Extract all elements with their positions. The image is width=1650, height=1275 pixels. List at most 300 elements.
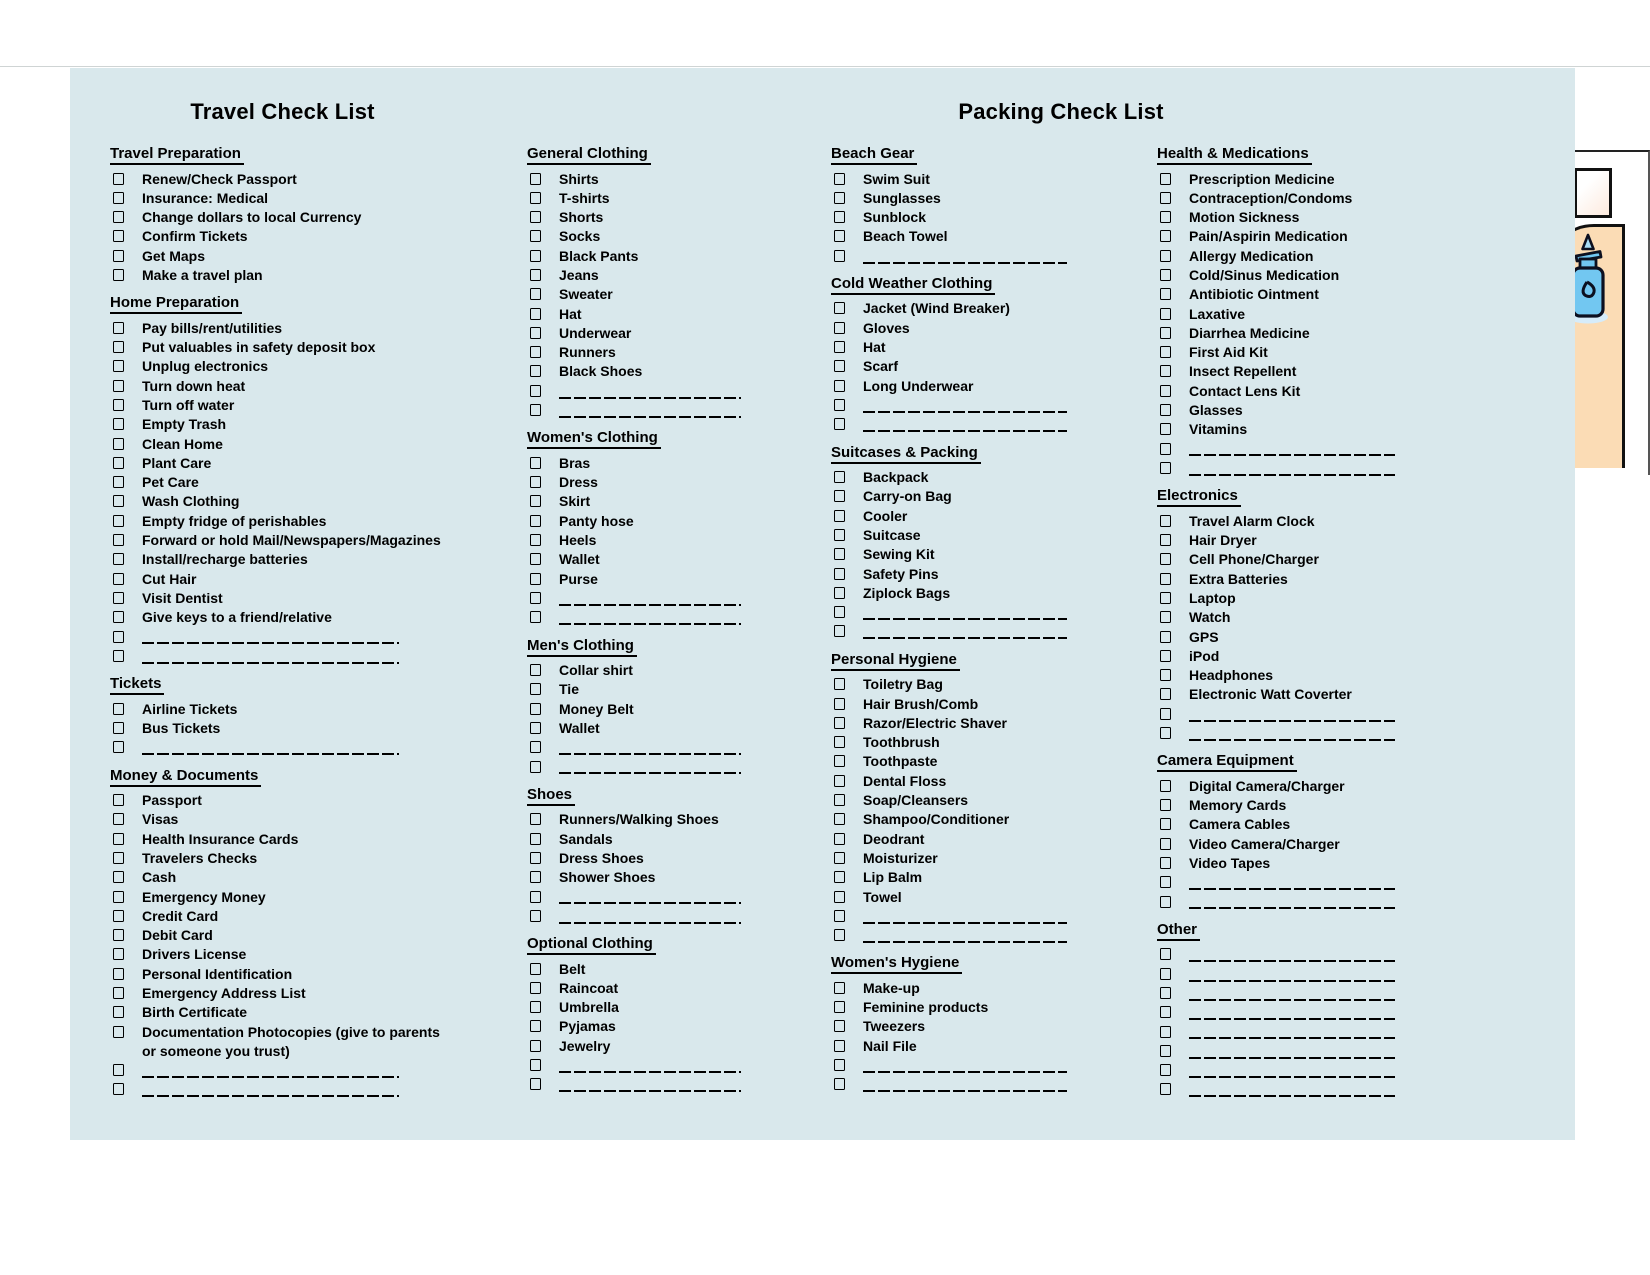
section-heading: Suitcases & Packing xyxy=(831,444,981,464)
item-label: Prescription Medicine xyxy=(1189,170,1335,187)
checkbox-icon[interactable] xyxy=(530,211,541,223)
item-label: Headphones xyxy=(1189,667,1274,684)
checkbox-icon[interactable] xyxy=(834,982,845,994)
checkbox-icon[interactable] xyxy=(834,211,845,223)
checkbox-icon[interactable] xyxy=(1160,250,1171,262)
checkbox-icon[interactable] xyxy=(113,322,124,334)
checklist-item xyxy=(831,603,1079,622)
checkbox-icon[interactable] xyxy=(113,813,124,825)
checklist-item xyxy=(110,415,470,434)
checkbox-icon[interactable] xyxy=(113,1006,124,1018)
checkbox-icon[interactable] xyxy=(834,322,845,334)
item-label: Video Camera/Charger xyxy=(1189,835,1340,852)
checkbox-icon[interactable] xyxy=(1160,669,1171,681)
checklist-item xyxy=(110,531,470,550)
checkbox-icon[interactable] xyxy=(1160,1006,1171,1018)
checklist-item xyxy=(1157,1023,1405,1042)
item-label: Travelers Checks xyxy=(142,849,258,866)
checkbox-icon[interactable] xyxy=(530,308,541,320)
item-label: Airline Tickets xyxy=(142,700,238,717)
checklist-item xyxy=(1157,343,1405,362)
checklist-item xyxy=(527,266,762,285)
item-label: Renew/Check Passport xyxy=(142,170,297,187)
checklist-item xyxy=(527,589,762,608)
checklist-item xyxy=(831,377,1079,396)
checkbox-icon[interactable] xyxy=(530,327,541,339)
checkbox-icon[interactable] xyxy=(530,611,541,623)
checkbox-icon[interactable] xyxy=(113,573,124,585)
checkbox-icon[interactable] xyxy=(834,587,845,599)
checkbox-icon[interactable] xyxy=(113,1083,124,1095)
blank-line xyxy=(863,604,1067,620)
checkbox-icon[interactable] xyxy=(1160,799,1171,811)
checkbox-icon[interactable] xyxy=(1160,192,1171,204)
blank-line xyxy=(1189,946,1395,962)
checklist-item xyxy=(1157,420,1405,439)
checkbox-icon[interactable] xyxy=(1160,708,1171,720)
checkbox-icon[interactable] xyxy=(1160,211,1171,223)
checkbox-icon[interactable] xyxy=(530,963,541,975)
checkbox-icon[interactable] xyxy=(113,611,124,623)
checklist-item xyxy=(1157,170,1405,189)
checkbox-icon[interactable] xyxy=(1160,818,1171,830)
checklist-item xyxy=(1157,570,1405,589)
checkbox-icon[interactable] xyxy=(834,717,845,729)
checkbox-icon[interactable] xyxy=(1160,385,1171,397)
blank-line xyxy=(559,590,741,606)
checkbox-icon[interactable] xyxy=(1160,1045,1171,1057)
checkbox-icon[interactable] xyxy=(113,173,124,185)
checkbox-icon[interactable] xyxy=(1160,1026,1171,1038)
checkbox-icon[interactable] xyxy=(113,741,124,753)
checkbox-icon[interactable] xyxy=(113,192,124,204)
checkbox-icon[interactable] xyxy=(530,250,541,262)
item-label: iPod xyxy=(1189,647,1220,664)
checkbox-icon[interactable] xyxy=(113,457,124,469)
checkbox-icon[interactable] xyxy=(1160,288,1171,300)
item-label: Travel Alarm Clock xyxy=(1189,512,1315,529)
checkbox-icon[interactable] xyxy=(834,399,845,411)
item-label: Health Insurance Cards xyxy=(142,830,299,847)
item-label: Visit Dentist xyxy=(142,589,223,606)
checkbox-icon[interactable] xyxy=(1160,876,1171,888)
checkbox-icon[interactable] xyxy=(834,871,845,883)
checklist-column-4 xyxy=(1157,145,1405,1109)
checkbox-icon[interactable] xyxy=(1160,987,1171,999)
checkbox-icon[interactable] xyxy=(113,250,124,262)
checklist-item xyxy=(1157,208,1405,227)
checkbox-icon[interactable] xyxy=(1160,327,1171,339)
item-label: Video Tapes xyxy=(1189,855,1271,871)
item-label: Black Pants xyxy=(559,247,639,264)
checkbox-icon[interactable] xyxy=(530,1059,541,1071)
checkbox-icon[interactable] xyxy=(113,269,124,281)
checkbox-icon[interactable] xyxy=(1160,443,1171,455)
item-label: Antibiotic Ointment xyxy=(1189,286,1319,303)
checkbox-icon[interactable] xyxy=(113,1026,124,1038)
checkbox-icon[interactable] xyxy=(1160,611,1171,623)
checkbox-icon[interactable] xyxy=(113,341,124,353)
checkbox-icon[interactable] xyxy=(530,192,541,204)
checkbox-icon[interactable] xyxy=(834,380,845,392)
checkbox-icon[interactable] xyxy=(530,476,541,488)
checklist-item xyxy=(110,319,470,338)
checkbox-icon[interactable] xyxy=(834,833,845,845)
item-label: Make-up xyxy=(863,979,920,996)
item-label: Passport xyxy=(142,792,202,809)
item-label: Camera Cables xyxy=(1189,816,1291,833)
checkbox-icon[interactable] xyxy=(113,476,124,488)
checkbox-icon[interactable] xyxy=(530,910,541,922)
checkbox-icon[interactable] xyxy=(1160,780,1171,792)
checkbox-icon[interactable] xyxy=(1160,515,1171,527)
checklist-item xyxy=(1157,893,1405,912)
checkbox-icon[interactable] xyxy=(1160,948,1171,960)
checkbox-icon[interactable] xyxy=(530,365,541,377)
checkbox-icon[interactable] xyxy=(834,471,845,483)
item-label: Wash Clothing xyxy=(142,493,240,510)
checklist-item xyxy=(831,849,1079,868)
checklist-item xyxy=(527,810,762,829)
item-label: Pain/Aspirin Medication xyxy=(1189,228,1348,245)
checkbox-icon[interactable] xyxy=(834,510,845,522)
checklist-item xyxy=(831,299,1079,318)
checkbox-icon[interactable] xyxy=(530,534,541,546)
checklist-item xyxy=(1157,550,1405,569)
checkbox-icon[interactable] xyxy=(530,385,541,397)
checkbox-icon[interactable] xyxy=(113,703,124,715)
checkbox-icon[interactable] xyxy=(530,813,541,825)
checklist-item xyxy=(527,998,762,1017)
checkbox-icon[interactable] xyxy=(1160,838,1171,850)
checkbox-icon[interactable] xyxy=(1160,534,1171,546)
blank-line xyxy=(863,397,1067,413)
checklist-item xyxy=(527,247,762,266)
item-label: Hair Dryer xyxy=(1189,532,1257,549)
checklist-item xyxy=(110,628,470,647)
checkbox-icon[interactable] xyxy=(530,346,541,358)
checkbox-icon[interactable] xyxy=(834,929,845,941)
checklist-item xyxy=(527,719,762,738)
blank-line xyxy=(142,1062,399,1078)
checkbox-icon[interactable] xyxy=(1160,592,1171,604)
checkbox-icon[interactable] xyxy=(1160,365,1171,377)
checkbox-icon[interactable] xyxy=(1160,650,1171,662)
section-heading: Tickets xyxy=(110,675,164,695)
checklist-item xyxy=(110,608,470,627)
checkbox-icon[interactable] xyxy=(834,775,845,787)
checkbox-icon[interactable] xyxy=(1160,573,1171,585)
checkbox-icon[interactable] xyxy=(530,592,541,604)
checkbox-icon[interactable] xyxy=(530,573,541,585)
checklist-item xyxy=(831,338,1079,357)
checklist-item xyxy=(1157,227,1405,246)
item-label: Unplug electronics xyxy=(142,358,269,375)
checkbox-icon[interactable] xyxy=(1160,727,1171,739)
blank-line xyxy=(863,908,1067,924)
item-label: Purse xyxy=(559,570,598,587)
item-label: Beach Towel xyxy=(863,228,948,245)
checkbox-icon[interactable] xyxy=(113,515,124,527)
checklist-item xyxy=(831,695,1079,714)
checklist-item xyxy=(1157,247,1405,266)
checkbox-icon[interactable] xyxy=(113,794,124,806)
checkbox-icon[interactable] xyxy=(530,457,541,469)
checkbox-icon[interactable] xyxy=(530,515,541,527)
checkbox-icon[interactable] xyxy=(1160,896,1171,908)
checkbox-icon[interactable] xyxy=(1160,857,1171,869)
checkbox-icon[interactable] xyxy=(530,982,541,994)
checklist-item xyxy=(1157,531,1405,550)
item-label: Soap/Cleansers xyxy=(863,792,969,809)
item-label: Dress Shoes xyxy=(559,849,644,866)
checkbox-icon[interactable] xyxy=(834,755,845,767)
item-label: Toiletry Bag xyxy=(863,676,943,693)
checklist-item xyxy=(110,512,470,531)
checklist-item xyxy=(831,1037,1079,1056)
checklist-item xyxy=(831,830,1079,849)
checkbox-icon[interactable] xyxy=(113,891,124,903)
checkbox-icon[interactable] xyxy=(834,173,845,185)
checkbox-icon[interactable] xyxy=(1160,1083,1171,1095)
item-label: Ziplock Bags xyxy=(863,584,951,601)
checklist-item xyxy=(110,473,470,492)
checkbox-icon[interactable] xyxy=(113,211,124,223)
checkbox-icon[interactable] xyxy=(834,891,845,903)
checkbox-icon[interactable] xyxy=(113,592,124,604)
checkbox-icon[interactable] xyxy=(1160,269,1171,281)
blank-line xyxy=(559,402,741,418)
checkbox-icon[interactable] xyxy=(113,631,124,643)
checkbox-icon[interactable] xyxy=(530,230,541,242)
checklist-section xyxy=(1157,921,1405,1100)
checkbox-icon[interactable] xyxy=(834,1040,845,1052)
section-heading: Cold Weather Clothing xyxy=(831,275,995,295)
checkbox-icon[interactable] xyxy=(530,852,541,864)
item-label: Long Underwear xyxy=(863,377,974,394)
checkbox-icon[interactable] xyxy=(1160,968,1171,980)
item-label: Empty fridge of perishables xyxy=(142,512,327,529)
checklist-item xyxy=(831,979,1079,998)
checkbox-icon[interactable] xyxy=(530,1001,541,1013)
checkbox-icon[interactable] xyxy=(1160,346,1171,358)
checkbox-icon[interactable] xyxy=(113,968,124,980)
checklist-section xyxy=(527,145,762,420)
checkbox-icon[interactable] xyxy=(530,1078,541,1090)
checkbox-icon[interactable] xyxy=(834,852,845,864)
blank-line xyxy=(863,927,1067,943)
checklist-item xyxy=(1157,401,1405,420)
checkbox-icon[interactable] xyxy=(530,833,541,845)
item-label: Empty Trash xyxy=(142,416,227,433)
checkbox-icon[interactable] xyxy=(834,1001,845,1013)
checkbox-icon[interactable] xyxy=(834,910,845,922)
item-label: Dental Floss xyxy=(863,772,947,789)
item-label: Allergy Medication xyxy=(1189,247,1314,264)
checkbox-icon[interactable] xyxy=(113,833,124,845)
checkbox-icon[interactable] xyxy=(834,794,845,806)
checkbox-icon[interactable] xyxy=(834,1020,845,1032)
checkbox-icon[interactable] xyxy=(113,650,124,662)
item-label: T-shirts xyxy=(559,189,610,206)
item-label: Cash xyxy=(142,869,177,886)
item-label: Turn down heat xyxy=(142,377,246,394)
blank-line xyxy=(142,739,399,755)
blank-line xyxy=(863,1076,1067,1092)
checkbox-icon[interactable] xyxy=(530,871,541,883)
checkbox-icon[interactable] xyxy=(530,288,541,300)
checkbox-icon[interactable] xyxy=(530,761,541,773)
checkbox-icon[interactable] xyxy=(1160,404,1171,416)
item-label: Suitcase xyxy=(863,526,921,543)
checkbox-icon[interactable] xyxy=(113,1064,124,1076)
checkbox-icon[interactable] xyxy=(1160,1064,1171,1076)
checkbox-icon[interactable] xyxy=(113,948,124,960)
checkbox-icon[interactable] xyxy=(113,722,124,734)
checklist-item xyxy=(1157,189,1405,208)
item-label: Documentation Photocopies (give to parents or someone you trust) xyxy=(142,1023,440,1059)
checklist-item xyxy=(1157,628,1405,647)
checklist-item xyxy=(1157,589,1405,608)
checkbox-icon[interactable] xyxy=(834,813,845,825)
checkbox-icon[interactable] xyxy=(113,987,124,999)
blank-line xyxy=(559,1057,741,1073)
checkbox-icon[interactable] xyxy=(113,852,124,864)
checklist-item xyxy=(831,247,1079,266)
item-label: Belt xyxy=(559,960,586,977)
checklist-item xyxy=(1157,1042,1405,1061)
checkbox-icon[interactable] xyxy=(530,495,541,507)
checkbox-icon[interactable] xyxy=(1160,173,1171,185)
item-label: Collar shirt xyxy=(559,662,633,679)
checklist-item xyxy=(831,998,1079,1017)
item-label: Runners xyxy=(559,344,616,361)
checklist-item xyxy=(1157,305,1405,324)
checkbox-icon[interactable] xyxy=(834,1059,845,1071)
checklist-item xyxy=(1157,324,1405,343)
item-label: Plant Care xyxy=(142,454,212,471)
checklist-item xyxy=(831,733,1079,752)
checkbox-icon[interactable] xyxy=(113,495,124,507)
checkbox-icon[interactable] xyxy=(834,736,845,748)
item-label: Carry-on Bag xyxy=(863,488,952,505)
item-label: Cut Hair xyxy=(142,570,197,587)
checklist-item xyxy=(110,849,470,868)
checkbox-icon[interactable] xyxy=(834,568,845,580)
checkbox-icon[interactable] xyxy=(834,418,845,430)
checkbox-icon[interactable] xyxy=(530,703,541,715)
item-label: Razor/Electric Shaver xyxy=(863,714,1007,731)
checkbox-icon[interactable] xyxy=(1160,553,1171,565)
checkbox-icon[interactable] xyxy=(834,360,845,372)
checklist-item xyxy=(1157,724,1405,743)
checkbox-icon[interactable] xyxy=(834,230,845,242)
checkbox-icon[interactable] xyxy=(834,548,845,560)
checkbox-icon[interactable] xyxy=(834,192,845,204)
checklist-item xyxy=(527,960,762,979)
checkbox-icon[interactable] xyxy=(834,302,845,314)
checkbox-icon[interactable] xyxy=(530,173,541,185)
checkbox-icon[interactable] xyxy=(530,741,541,753)
checkbox-icon[interactable] xyxy=(113,230,124,242)
item-label: Jeans xyxy=(559,266,599,283)
checkbox-icon[interactable] xyxy=(113,438,124,450)
item-label: Laptop xyxy=(1189,589,1236,606)
checkbox-icon[interactable] xyxy=(1160,230,1171,242)
checkbox-icon[interactable] xyxy=(113,418,124,430)
checkbox-icon[interactable] xyxy=(1160,423,1171,435)
section-heading: Personal Hygiene xyxy=(831,651,960,671)
checkbox-icon[interactable] xyxy=(834,606,845,618)
checkbox-icon[interactable] xyxy=(530,664,541,676)
checklist-section xyxy=(1157,145,1405,478)
checkbox-icon[interactable] xyxy=(530,553,541,565)
item-label: Pyjamas xyxy=(559,1018,616,1035)
checkbox-icon[interactable] xyxy=(1160,308,1171,320)
checklist-item xyxy=(110,247,470,266)
checklist-item xyxy=(110,338,470,357)
checklist-item xyxy=(831,752,1079,771)
checkbox-icon[interactable] xyxy=(834,529,845,541)
item-label: Diarrhea Medicine xyxy=(1189,324,1310,341)
checkbox-icon[interactable] xyxy=(530,269,541,281)
checkbox-icon[interactable] xyxy=(530,1020,541,1032)
checkbox-icon[interactable] xyxy=(113,360,124,372)
checkbox-icon[interactable] xyxy=(834,490,845,502)
checkbox-icon[interactable] xyxy=(113,534,124,546)
checkbox-icon[interactable] xyxy=(530,891,541,903)
checkbox-icon[interactable] xyxy=(113,910,124,922)
item-label: Vitamins xyxy=(1189,421,1248,438)
checkbox-icon[interactable] xyxy=(113,399,124,411)
item-label: Change dollars to local Currency xyxy=(142,209,362,226)
checklist-item xyxy=(1157,835,1405,854)
checklist-item xyxy=(831,1056,1079,1075)
checkbox-icon[interactable] xyxy=(530,683,541,695)
checkbox-icon[interactable] xyxy=(834,250,845,262)
checkbox-icon[interactable] xyxy=(1160,631,1171,643)
checkbox-icon[interactable] xyxy=(834,1078,845,1090)
blank-line xyxy=(1189,725,1395,741)
checkbox-icon[interactable] xyxy=(530,404,541,416)
checkbox-icon[interactable] xyxy=(834,678,845,690)
checkbox-icon[interactable] xyxy=(113,380,124,392)
blank-line xyxy=(1189,1081,1395,1097)
blank-line xyxy=(559,908,741,924)
section-heading: Other xyxy=(1157,921,1200,941)
section-heading: Men's Clothing xyxy=(527,637,637,657)
item-label: Sweater xyxy=(559,286,613,303)
item-label: Personal Identification xyxy=(142,965,293,982)
checkbox-icon[interactable] xyxy=(113,553,124,565)
checklist-item xyxy=(831,170,1079,189)
checkbox-icon[interactable] xyxy=(113,929,124,941)
checkbox-icon[interactable] xyxy=(834,341,845,353)
checkbox-icon[interactable] xyxy=(530,1040,541,1052)
blank-line xyxy=(863,623,1067,639)
checkbox-icon[interactable] xyxy=(1160,688,1171,700)
item-label: Pay bills/rent/utilities xyxy=(142,319,283,336)
checkbox-icon[interactable] xyxy=(113,871,124,883)
checkbox-icon[interactable] xyxy=(834,698,845,710)
checkbox-icon[interactable] xyxy=(834,625,845,637)
checklist-item xyxy=(831,468,1079,487)
checkbox-icon[interactable] xyxy=(1160,462,1171,474)
item-label: Wallet xyxy=(559,551,600,568)
checkbox-icon[interactable] xyxy=(530,722,541,734)
checklist-item xyxy=(110,719,470,738)
photo-frame-icon xyxy=(1574,168,1612,218)
